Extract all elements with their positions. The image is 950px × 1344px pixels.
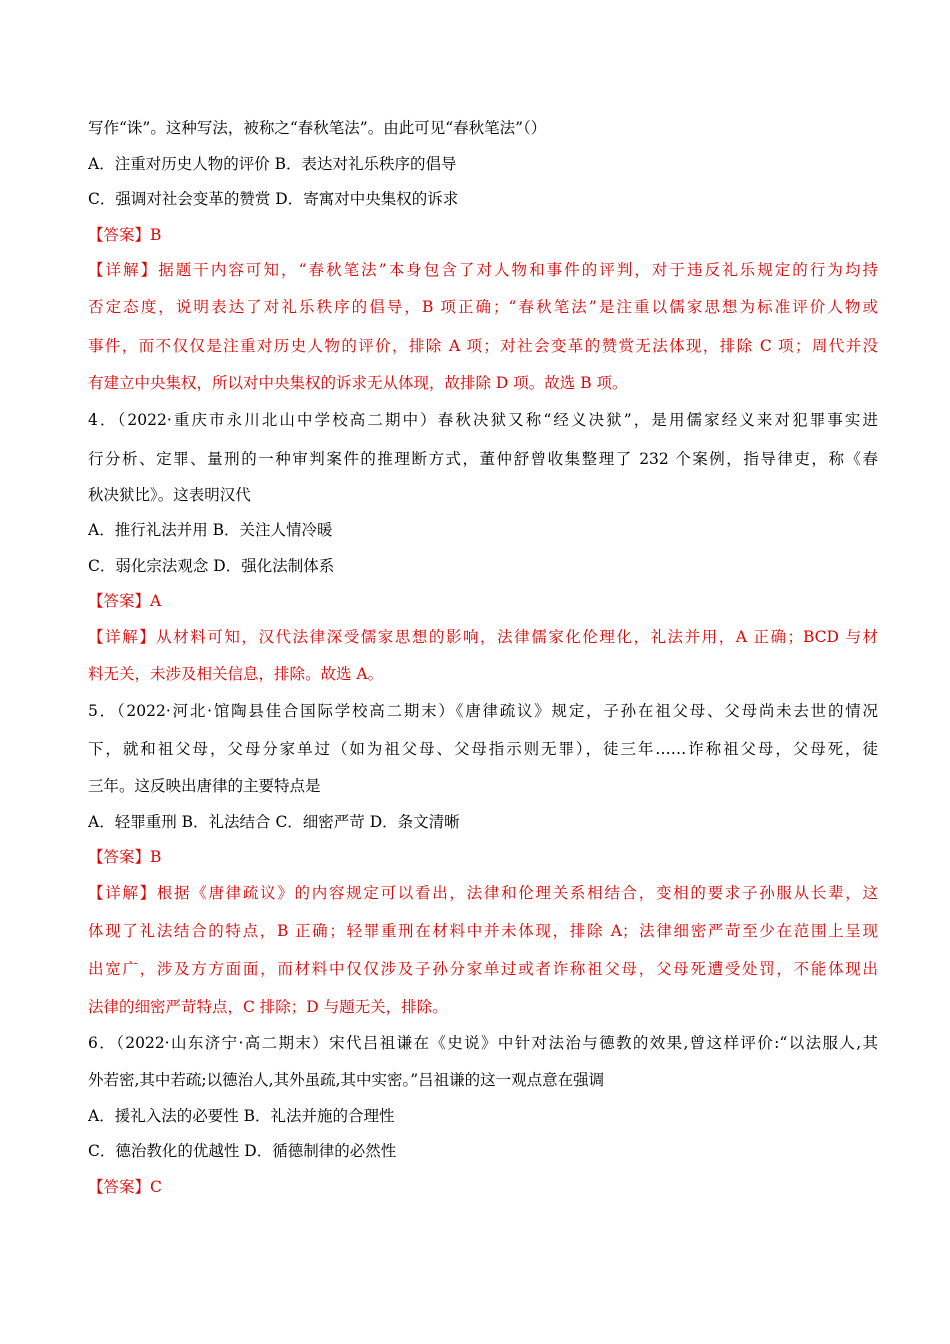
question-6-option-line: C．德治教化的优越性 D．循德制律的必然性: [88, 1142, 397, 1160]
question-5-stem-line: 三年。这反映出唐律的主要特点是: [88, 777, 321, 795]
question-4-stem-line: 秋决狱比》。这表明汉代: [88, 486, 251, 504]
question-4-explanation-line: 【详解】从材料可知，汉代法律深受儒家思想的影响，法律儒家化伦理化，礼法并用，A 正确；BCD 与材: [88, 628, 878, 646]
question-6-stem-line: 6．（2022·山东济宁·高二期末）宋代吕祖谦在《史说》中针对法治与德教的效果,曾这样评价:“以法服人,其: [88, 1034, 878, 1052]
question-5-stem-line: 5．（2022·河北·馆陶县佳合国际学校高二期末）《唐律疏议》规定，子孙在祖父母、父母尚未去世的情况: [88, 702, 878, 720]
question-4-option-line: A．推行礼法并用 B．关注人情冷暖: [88, 521, 333, 539]
question-4-explanation-line: 料无关，未涉及相关信息，排除。故选 A。: [88, 665, 384, 683]
question-3-explanation-line: 否定态度，说明表达了对礼乐秩序的倡导，B 项正确；“春秋笔法”是注重以儒家思想为标准评价人物或: [88, 298, 878, 316]
question-5-answer: 【答案】B: [88, 848, 162, 866]
question-4-option-line: C．弱化宗法观念 D．强化法制体系: [88, 557, 335, 575]
question-6-stem-line: 外若密,其中若疏;以德治人,其外虽疏,其中实密。”吕祖谦的这一观点意在强调: [88, 1071, 605, 1089]
question-3-explanation-line: 事件，而不仅仅是注重对历史人物的评价，排除 A 项；对社会变革的赞赏无法体现，排除 C 项；周代并没: [88, 337, 878, 355]
question-4-stem-line: 行分析、定罪、量刑的一种审判案件的推理断方式，董仲舒曾收集整理了 232 个案例，指导律吏，称《春: [88, 450, 878, 468]
question-5-explanation-line: 出宽广，涉及方方面面，而材料中仅仅涉及子孙分家单过或者诈称祖父母，父母死遭受处罚，不能体现出: [88, 960, 878, 978]
question-5-explanation-line: 【详解】根据《唐律疏议》的内容规定可以看出，法律和伦理关系相结合，变相的要求子孙服从长辈，这: [88, 884, 878, 902]
question-5-option-line: A．轻罪重刑 B．礼法结合 C．细密严苛 D．条文清晰: [88, 813, 460, 831]
question-6-option-line: A．援礼入法的必要性 B．礼法并施的合理性: [88, 1107, 395, 1125]
question-4-stem-line: 4．（2022·重庆市永川北山中学校高二期中）春秋决狱又称“经义决狱”，是用儒家经义来对犯罪事实进: [88, 411, 878, 429]
question-3-explanation-line: 有建立中央集权，所以对中央集权的诉求无从体现，故排除 D 项。故选 B 项。: [88, 374, 628, 392]
question-3-stem-tail: 写作“诛”。这种写法，被称之“春秋笔法”。由此可见“春秋笔法”（）: [88, 119, 547, 137]
question-3-option-line: C．强调对社会变革的赞赏 D．寄寓对中央集权的诉求: [88, 190, 459, 208]
question-6-answer: 【答案】C: [88, 1178, 162, 1196]
question-3-answer: 【答案】B: [88, 226, 162, 244]
question-5-explanation-line: 体现了礼法结合的特点，B 正确；轻罪重刑在材料中并未体现，排除 A；法律细密严苛至少在范围上呈现: [88, 922, 878, 940]
question-5-explanation-line: 法律的细密严苛特点，C 排除；D 与题无关，排除。: [88, 998, 448, 1016]
question-5-stem-line: 下，就和祖父母，父母分家单过（如为祖父母、父母指示则无罪），徒三年……诈称祖父母，父母死，徒: [88, 740, 878, 758]
question-4-answer: 【答案】A: [88, 592, 162, 610]
question-3-option-line: A．注重对历史人物的评价 B．表达对礼乐秩序的倡导: [88, 155, 457, 173]
question-3-explanation-line: 【详解】据题干内容可知，“春秋笔法”本身包含了对人物和事件的评判，对于违反礼乐规定的行为均持: [88, 261, 878, 279]
